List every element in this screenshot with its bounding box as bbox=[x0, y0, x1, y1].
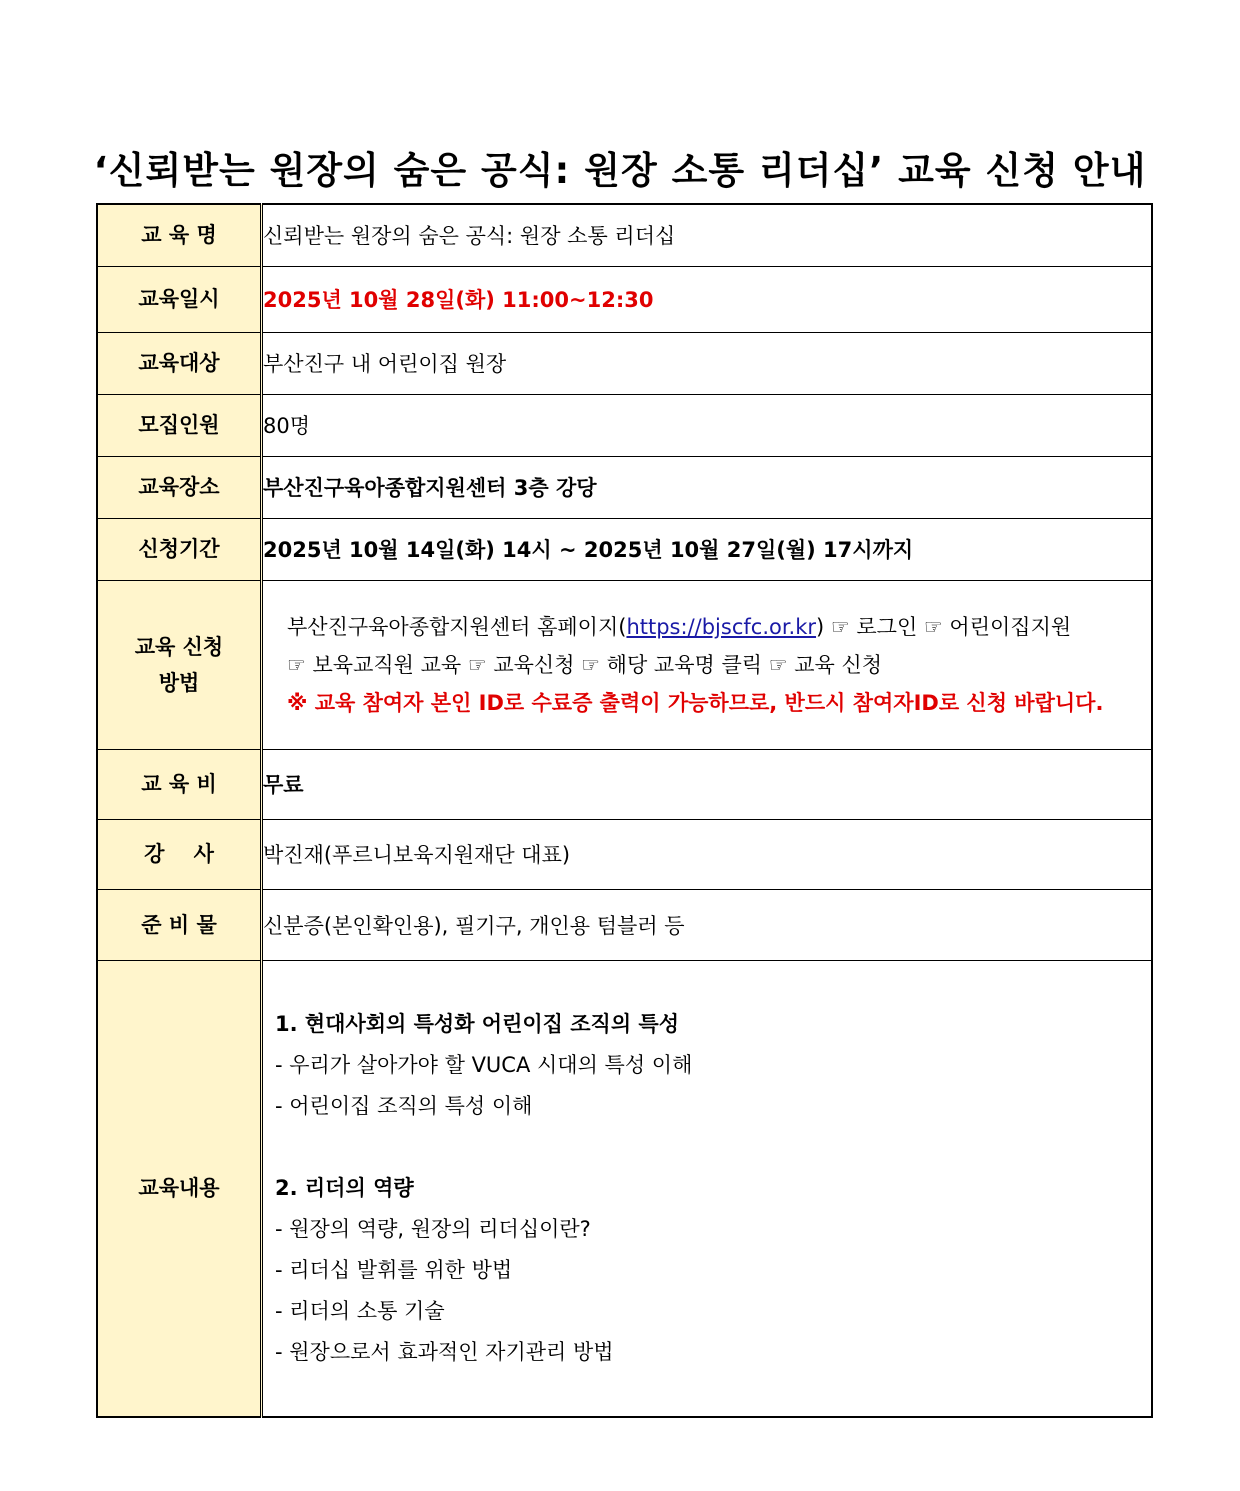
label-method bbox=[97, 580, 262, 749]
table-row bbox=[97, 456, 1152, 518]
list-item: - 리더십 발휘를 위한 방법 bbox=[275, 1257, 513, 1282]
label-capacity: 모집인원 bbox=[97, 394, 262, 456]
spacer bbox=[275, 1127, 1151, 1168]
list-item: - 리더의 소통 기술 bbox=[275, 1298, 445, 1323]
label-date: 교육일시 bbox=[97, 266, 262, 332]
table-row bbox=[97, 819, 1152, 889]
label-supplies: 준 비 물 bbox=[97, 889, 262, 960]
label-instructor: 강 사 bbox=[97, 819, 262, 889]
label-method-line1: 교육 신청 bbox=[134, 634, 224, 659]
value-method bbox=[262, 580, 1153, 749]
list-item: - 우리가 살아가야 할 VUCA 시대의 특성 이해 bbox=[275, 1052, 693, 1077]
value-supplies: 신분증(본인확인용), 필기구, 개인용 텀블러 등 bbox=[262, 889, 1153, 960]
table-row bbox=[97, 580, 1152, 749]
value-content bbox=[262, 960, 1153, 1417]
label-content: 교육내용 bbox=[97, 960, 262, 1417]
value-instructor: 박진재(푸르니보육지원재단 대표) bbox=[262, 819, 1153, 889]
label-method-line2: 방법 bbox=[158, 670, 200, 695]
method-suffix: ) ☞ 로그인 ☞ 어린이집지원 bbox=[816, 614, 1072, 639]
label-period: 신청기간 bbox=[97, 518, 262, 580]
value-period: 2025년 10월 14일(화) 14시 ~ 2025년 10월 27일(월) 17시까지 bbox=[262, 518, 1153, 580]
table-row bbox=[97, 960, 1152, 1417]
table-row bbox=[97, 266, 1152, 332]
table-row bbox=[97, 889, 1152, 960]
homepage-link[interactable]: https://bjscfc.or.kr bbox=[626, 614, 817, 639]
value-capacity: 80명 bbox=[262, 394, 1153, 456]
section2-title: 2. 리더의 역량 bbox=[275, 1175, 414, 1200]
method-line-2: ☞ 보육교직원 교육 ☞ 교육신청 ☞ 해당 교육명 클릭 ☞ 교육 신청 bbox=[287, 652, 883, 677]
table-row bbox=[97, 518, 1152, 580]
method-line-1 bbox=[287, 608, 1143, 646]
table-row bbox=[97, 204, 1152, 266]
value-place: 부산진구육아종합지원센터 3층 강당 bbox=[262, 456, 1153, 518]
method-note: ※ 교육 참여자 본인 ID로 수료증 출력이 가능하므로, 반드시 참여자ID로 신청 바랍니다. bbox=[287, 690, 1104, 715]
label-name: 교 육 명 bbox=[97, 204, 262, 266]
table-row bbox=[97, 394, 1152, 456]
value-name: 신뢰받는 원장의 숨은 공식: 원장 소통 리더십 bbox=[262, 204, 1153, 266]
document-title: ‘신뢰받는 원장의 숨은 공식: 원장 소통 리더십’ 교육 신청 안내 bbox=[93, 149, 1147, 192]
table-row bbox=[97, 332, 1152, 394]
value-date: 2025년 10월 28일(화) 11:00~12:30 bbox=[262, 266, 1153, 332]
info-table bbox=[96, 203, 1153, 1418]
list-item: - 원장으로서 효과적인 자기관리 방법 bbox=[275, 1339, 614, 1364]
list-item: - 어린이집 조직의 특성 이해 bbox=[275, 1093, 533, 1118]
label-fee: 교 육 비 bbox=[97, 749, 262, 819]
value-fee: 무료 bbox=[262, 749, 1153, 819]
value-target: 부산진구 내 어린이집 원장 bbox=[262, 332, 1153, 394]
label-target: 교육대상 bbox=[97, 332, 262, 394]
list-item: - 원장의 역량, 원장의 리더십이란? bbox=[275, 1216, 591, 1241]
label-place: 교육장소 bbox=[97, 456, 262, 518]
section1-title: 1. 현대사회의 특성화 어린이집 조직의 특성 bbox=[275, 1011, 680, 1036]
method-prefix: 부산진구육아종합지원센터 홈페이지( bbox=[287, 614, 627, 639]
table-row bbox=[97, 749, 1152, 819]
